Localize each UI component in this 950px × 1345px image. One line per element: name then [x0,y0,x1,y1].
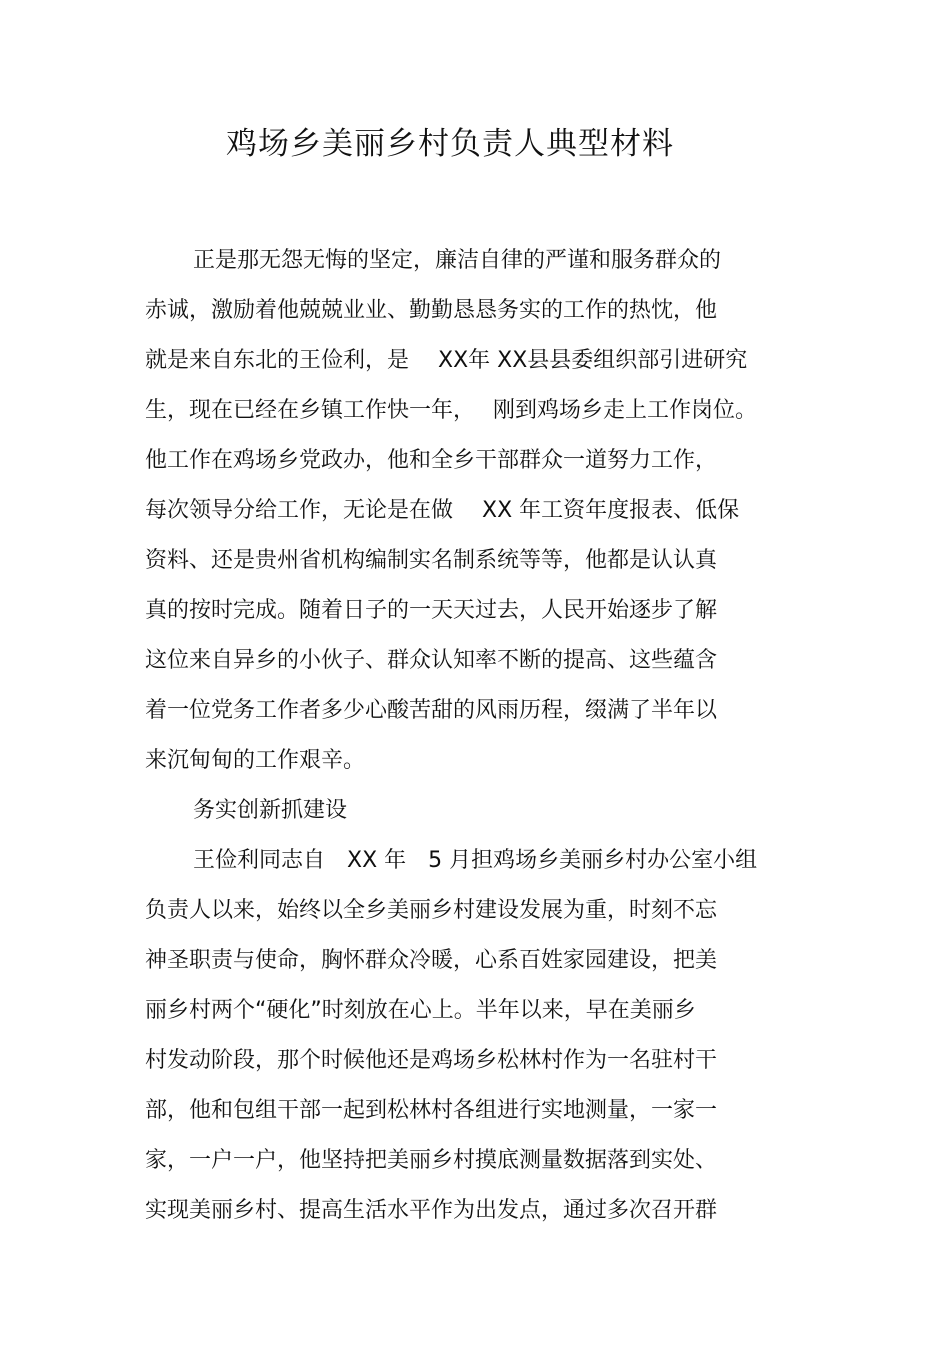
document-title: 鸡场乡美丽乡村负责人典型材料 [226,126,674,162]
paragraph-line: 正是那无怨无悔的坚定，廉洁自律的严谨和服务群众的 [193,248,722,273]
paragraph-line: 资料、还是贵州省机构编制实名制系统等等，他都是认认真 [145,548,718,573]
paragraph-line: 部，他和包组干部一起到松林村各组进行实地测量，一家一 [145,1098,718,1123]
paragraph-line: 每次领导分给工作，无论是在做 XX 年工资年度报表、低保 [145,498,740,523]
paragraph-line: 这位来自异乡的小伙子、群众认知率不断的提高、这些蕴含 [145,648,718,673]
paragraph-line: 神圣职责与使命，胸怀群众冷暖，心系百姓家园建设，把美 [145,948,718,973]
paragraph-line: 就是来自东北的王俭利，是 XX年 XX县县委组织部引进研究 [145,348,748,373]
paragraph-line: 家，一户一户，他坚持把美丽乡村摸底测量数据落到实处、 [145,1148,718,1173]
document-body [145,236,825,1236]
paragraph-line: 真的按时完成。随着日子的一天天过去，人民开始逐步了解 [145,598,718,623]
paragraph-line: 丽乡村两个“硬化”时刻放在心上。半年以来，早在美丽乡 [145,998,696,1023]
section-heading: 务实创新抓建设 [193,798,348,823]
paragraph-line: 来沉甸甸的工作艰辛。 [145,748,366,773]
paragraph-line: 着一位党务工作者多少心酸苦甜的风雨历程，缀满了半年以 [145,698,718,723]
paragraph-line: 生，现在已经在乡镇工作快一年， 刚到鸡场乡走上工作岗位。 [145,398,757,423]
paragraph-line: 负责人以来，始终以全乡美丽乡村建设发展为重，时刻不忘 [145,898,718,923]
paragraph-line: 村发动阶段，那个时候他还是鸡场乡松林村作为一名驻村干 [145,1048,718,1073]
paragraph-line: 王俭利同志自 XX 年 5 月担鸡场乡美丽乡村办公室小组 [193,848,758,873]
paragraph-line: 赤诚，激励着他兢兢业业、勤勤恳恳务实的工作的热忱，他 [145,298,718,323]
paragraph-line: 实现美丽乡村、提高生活水平作为出发点，通过多次召开群 [145,1198,718,1223]
paragraph-line: 他工作在鸡场乡党政办，他和全乡干部群众一道努力工作， [145,448,718,473]
